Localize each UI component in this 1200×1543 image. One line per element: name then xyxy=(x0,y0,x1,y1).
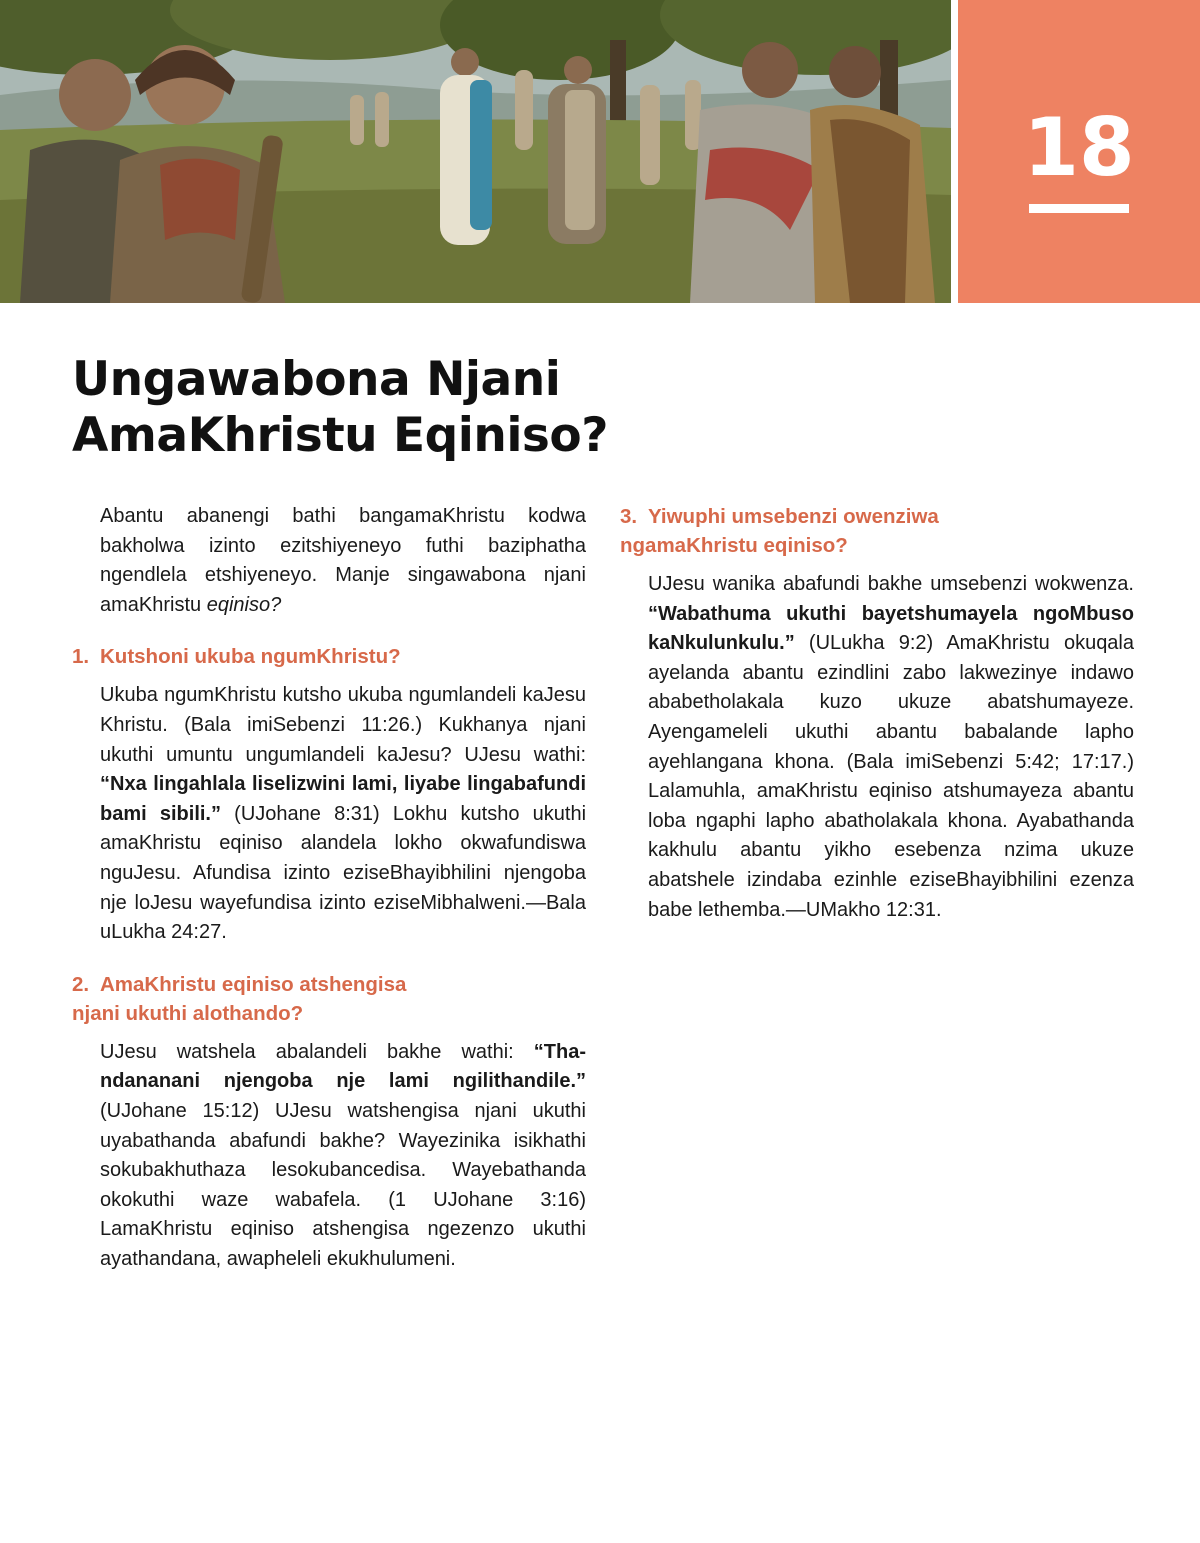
header-illustration xyxy=(0,0,951,303)
answer-3-quote: “Wabathuma ukuthi bayetshumayela ngoMbuso kaNkulunkulu.” xyxy=(648,602,1134,655)
answer-3-text-after: (ULukha 9:2) AmaKhristu okuqala ayelanda abantu ezindlini zabo lakwezinye indawo ababetholakala kuzo ukuze abatshumayeze. Ayengameleli ukuthi abantu babalande lapho ayehlangana khona. (Bala imiSebenzi 5:42; 17:17.) Lalamuhla, amaKhristu eqiniso atshumayeza abantu loba ngaphi lapho abatholakala khona. Ayabathanda kakhulu abantu yikho esebenza nzima ukuze abatshele izindaba ezinhle eziseBhayibhilini ezenza babe lethemba.—UMakho 12:31. xyxy=(648,632,1134,921)
left-column xyxy=(72,502,586,1296)
question-3-heading xyxy=(620,502,1134,560)
intro-text: Abantu abanengi bathi bangamaKhristu kodwa bakholwa izinto ezitshiyeneyo futhi baziphatha ngendlela etshiyeneyo. Manje singawabona njani amaKhristu xyxy=(100,505,586,616)
right-column xyxy=(620,502,1134,947)
answer-2-paragraph xyxy=(100,1038,586,1275)
question-1-heading xyxy=(72,642,586,671)
section-1 xyxy=(72,642,586,947)
question-2-heading xyxy=(72,970,586,1028)
disciples-walking-illustration xyxy=(0,0,951,303)
answer-1-text-after: (UJohane 8:31) Lokhu kutsho ukuthi amaKhristu eqiniso alandela lokho okwafundiswa nguJesu. Afundisa izinto eziseBhayibhilini njengoba nje loJesu wayefundisa izinto eziseMibhalweni.—Bala uLukha 24:27. xyxy=(100,802,587,944)
page-title-line-1: Ungawabona Njani xyxy=(72,352,561,407)
intro-italic: eqiniso? xyxy=(206,593,282,616)
answer-3-text-before: UJesu wanika abafundi bakhe umsebenzi wokwenza. xyxy=(648,573,1134,595)
answer-1-text-before: Ukuba ngumKhristu kutsho ukuba ngumlandeli kaJesu Khristu. (Bala imiSebenzi 11:26.) Kukhanya njani ukuthi umuntu ungumlandeli kaJesu? UJesu wathi: xyxy=(100,684,586,766)
answer-2-text-after: (UJohane 15:12) UJesu watshengisa njani ukuthi uyabathanda abafundi bakhe? Wayezinika isikhathi sokubakhuthaza lesokubancedisa. Wayebathanda okokuthi waze wabafela. (1 UJohane 3:16) LamaKhristu eqiniso atshengisa ngezenzo ukuthi ayathandana, awapheleli ekukhulumeni. xyxy=(100,1099,586,1270)
section-3 xyxy=(620,502,1134,925)
answer-2-quote: “Thandananani njengoba nje lami ngilithandile.” xyxy=(100,1040,586,1093)
lesson-number-box xyxy=(958,0,1200,303)
page-title-line-2: AmaKhristu Eqiniso? xyxy=(72,408,608,463)
question-3-line-1: Yiwuphi umsebenzi owenziwa xyxy=(648,505,939,528)
answer-1-quote: “Nxa lingahlala liselizwini lami, liyabe lingabafundi bami sibili.” xyxy=(100,773,586,825)
answer-3-paragraph xyxy=(648,570,1134,925)
answer-2-text-before: UJesu watshela abalandeli bakhe wathi: xyxy=(100,1040,534,1063)
intro-paragraph xyxy=(100,502,586,620)
question-3-line-2: ngamaKhristu eqiniso? xyxy=(620,534,848,557)
question-2-line-2: njani ukuthi alothando? xyxy=(72,1001,304,1025)
question-3-number: 3. xyxy=(620,505,638,528)
question-1-line-1: Kutshoni ukuba ngumKhristu? xyxy=(100,645,401,669)
lesson-number: 18 xyxy=(1023,101,1135,194)
page-title xyxy=(72,352,632,464)
section-2 xyxy=(72,970,586,1275)
lesson-number-underline xyxy=(1029,204,1129,213)
answer-1-paragraph xyxy=(100,681,586,947)
question-2-line-1: AmaKhristu eqiniso atshengisa xyxy=(100,972,407,996)
question-2-number: 2. xyxy=(72,972,90,996)
question-1-number: 1. xyxy=(72,645,90,669)
